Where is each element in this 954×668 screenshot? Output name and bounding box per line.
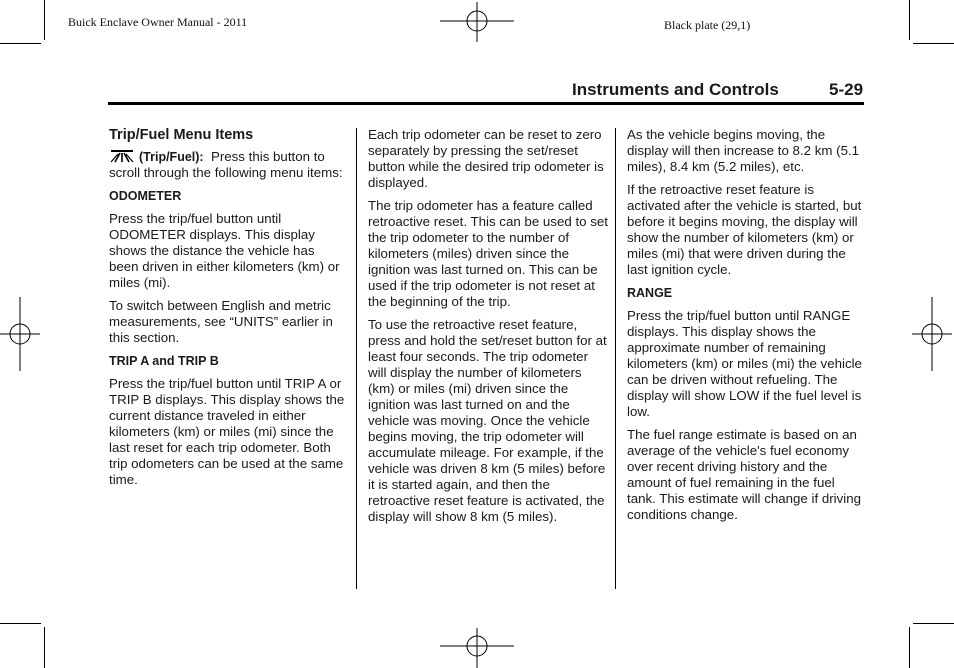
plate-label: Black plate (29,1) xyxy=(664,18,751,32)
trip-paragraph-1: Press the trip/fuel button until TRIP A or TRIP B displays. This display shows the current distance traveled in either kilometers (km) or miles (mi) since the last reset for each trip odometer. Both trip odometers can be used at the same time. xyxy=(109,376,345,487)
range-paragraph-2: The fuel range estimate is based on an average of the vehicle's fuel economy over recent driving history and the amount of fuel remaining in the fuel tank. This estimate will change if driving conditions change. xyxy=(627,427,862,522)
trip-fuel-label: (Trip/Fuel): xyxy=(139,150,204,164)
crop-mark xyxy=(0,623,41,624)
column-divider xyxy=(356,128,357,589)
trip-fuel-heading: Trip/Fuel Menu Items xyxy=(109,127,254,143)
registration-mark-icon xyxy=(912,297,952,371)
header-rule xyxy=(108,102,864,105)
trip-heading: TRIP A and TRIP B xyxy=(109,354,219,368)
registration-mark-icon xyxy=(440,2,514,42)
manual-title: Buick Enclave Owner Manual - 2011 xyxy=(68,15,248,29)
registration-mark-icon xyxy=(0,297,40,371)
column-1 xyxy=(109,127,347,495)
range-paragraph-1: Press the trip/fuel button until RANGE displays. This display shows the approximate number of remaining kilometers (km) or miles (mi) the vehicle can be driven without refueling. The display will show LOW if the fuel level is low. xyxy=(627,308,862,419)
column-divider xyxy=(615,128,616,589)
odometer-heading: ODOMETER xyxy=(109,189,182,203)
column-3 xyxy=(627,127,863,530)
registration-mark-icon xyxy=(440,628,514,668)
crop-mark xyxy=(44,627,45,668)
crop-mark xyxy=(913,43,954,44)
odometer-paragraph-1: Press the trip/fuel button until ODOMETER displays. This display shows the distance the vehicle has been driven in either kilometers (km) or miles (mi). xyxy=(109,211,340,290)
odometer-paragraph-2: To switch between English and metric measurements, see “UNITS” earlier in this section. xyxy=(109,298,333,345)
crop-mark xyxy=(909,627,910,668)
trip-fuel-icon xyxy=(109,149,135,163)
retroactive-started-paragraph: If the retroactive reset feature is activated after the vehicle is started, but before it begins moving, the display will show the number of kilometers (km) or miles (mi) that were driven during the last ignition cycle. xyxy=(627,182,862,277)
crop-mark xyxy=(44,0,45,40)
section-title: Instruments and Controls xyxy=(572,80,779,99)
column-2 xyxy=(368,127,608,532)
crop-mark xyxy=(913,623,954,624)
crop-mark xyxy=(0,43,41,44)
retroactive-use-paragraph: To use the retroactive reset feature, press and hold the set/reset button for at least four seconds. The trip odometer will display the number of kilometers (km) or miles (mi) driven since the ignition was last turned on and the vehicle was moving. Once the vehicle begins moving, the trip odometer will accumulate mileage. For example, if the vehicle was driven 8 km (5 miles) before it is started again, and then the retroactive reset feature is activated, the display will show 8 km (5 miles). xyxy=(368,317,607,524)
intro-text: Press this button to scroll through the following menu items: xyxy=(109,149,343,180)
moving-paragraph: As the vehicle begins moving, the display will then increase to 8.2 km (5.1 miles), 8.4 km (5.2 miles), etc. xyxy=(627,127,860,174)
crop-mark xyxy=(909,0,910,40)
reset-paragraph: Each trip odometer can be reset to zero separately by pressing the set/reset button while the desired trip odometer is displayed. xyxy=(368,127,604,190)
retroactive-paragraph: The trip odometer has a feature called retroactive reset. This can be used to set the trip odometer to the number of kilometers (miles) driven since the ignition was last turned on. This can be used if the trip odometer is not reset at the beginning of the trip. xyxy=(368,198,608,309)
range-heading: RANGE xyxy=(627,286,673,300)
page-number: 5-29 xyxy=(829,80,864,99)
intro-paragraph xyxy=(109,149,347,181)
